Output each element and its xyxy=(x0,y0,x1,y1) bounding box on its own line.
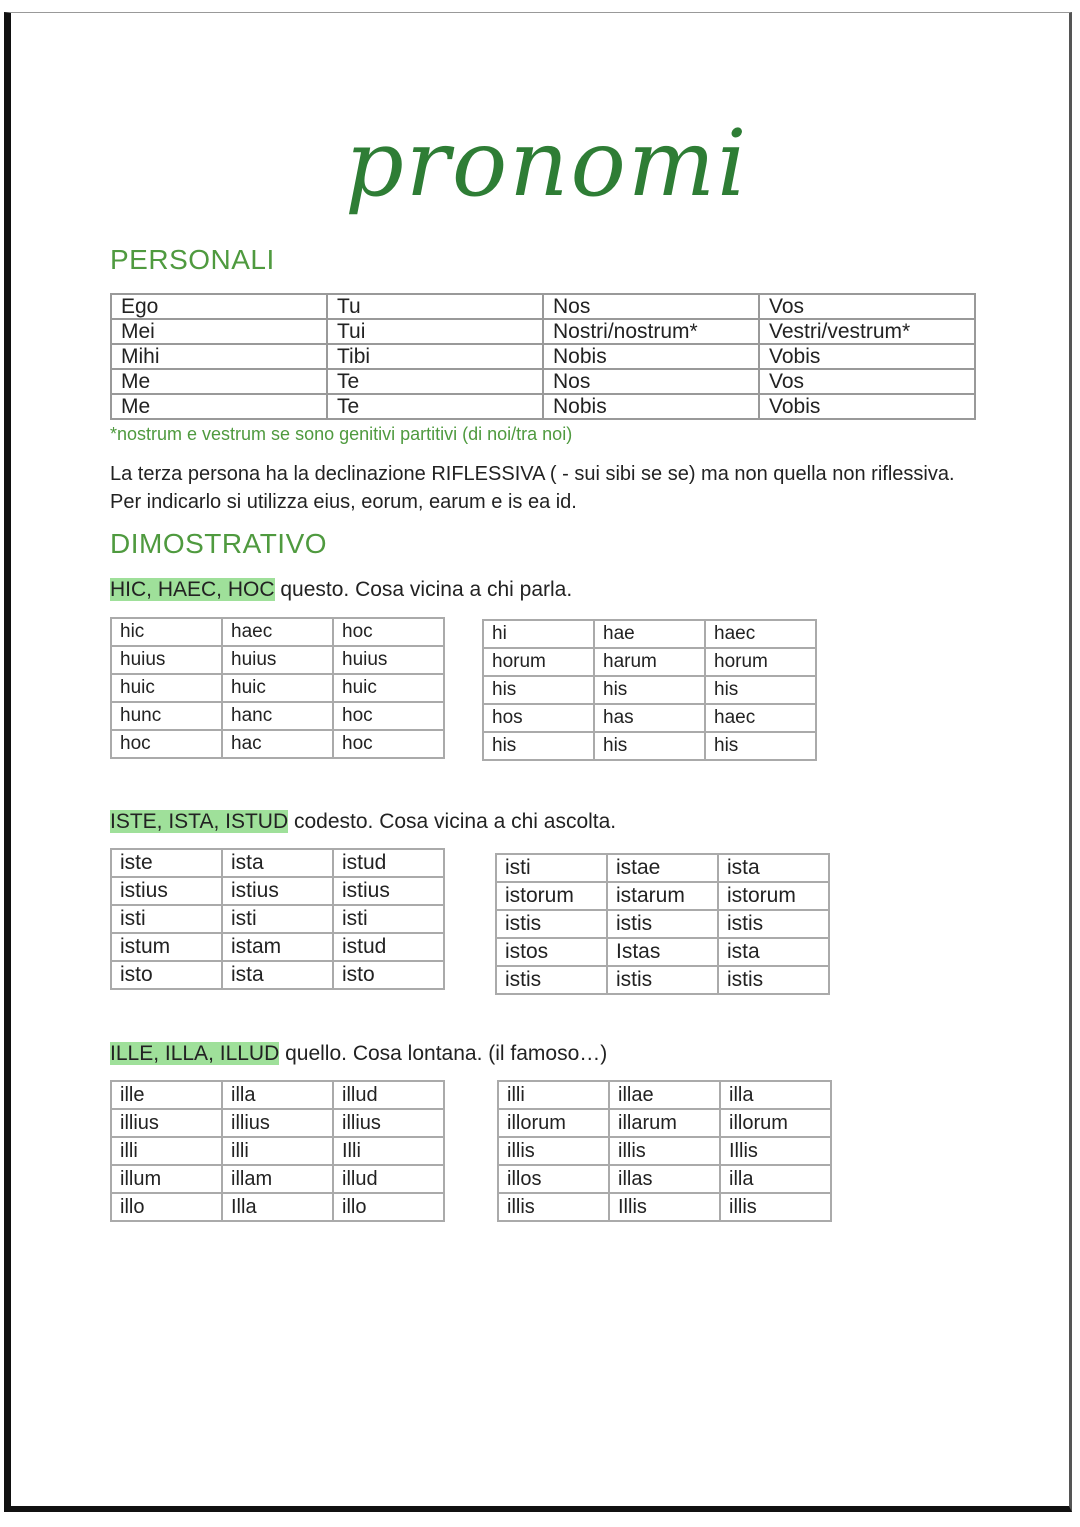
table-cell: istis xyxy=(496,966,607,994)
table-cell: ista xyxy=(718,854,829,882)
table-ille-plural xyxy=(497,1080,832,1222)
table-cell: hac xyxy=(222,730,333,758)
table-cell: isto xyxy=(111,961,222,989)
table-cell: hic xyxy=(111,618,222,646)
table-cell: Me xyxy=(111,369,327,394)
table-cell: illo xyxy=(111,1193,222,1221)
table-cell: Illis xyxy=(609,1193,720,1221)
heading-dimostrativo: DIMOSTRATIVO xyxy=(110,528,328,559)
table-row xyxy=(498,1137,831,1165)
table-row xyxy=(111,369,975,394)
table-cell: hunc xyxy=(111,702,222,730)
paragraph-third-person: La terza persona ha la declinazione RIFLESSIVA ( - sui sibi se se) ma non quella non riflessiva. Per indicarlo si utilizza eius, eorum, earum e is ea id. xyxy=(110,463,955,513)
table-cell: hos xyxy=(483,704,594,732)
table-row xyxy=(496,966,829,994)
table-cell: has xyxy=(594,704,705,732)
table-cell: illius xyxy=(333,1109,444,1137)
table-cell: Te xyxy=(327,394,543,419)
table-cell: illa xyxy=(222,1081,333,1109)
highlight-iste: ISTE, ISTA, ISTUD xyxy=(110,810,289,833)
table-cell: Mei xyxy=(111,319,327,344)
table-cell: Vos xyxy=(759,294,975,319)
table-cell: horum xyxy=(705,648,816,676)
highlight-ille: ILLE, ILLA, ILLUD xyxy=(110,1042,280,1065)
table-cell: istis xyxy=(496,910,607,938)
table-cell: illae xyxy=(609,1081,720,1109)
table-cell: illis xyxy=(498,1193,609,1221)
table-row xyxy=(111,1081,444,1109)
table-cell: Tu xyxy=(327,294,543,319)
table-cell: illas xyxy=(609,1165,720,1193)
table-cell: hoc xyxy=(111,730,222,758)
table-cell: Ego xyxy=(111,294,327,319)
table-cell: ista xyxy=(222,849,333,877)
table-row xyxy=(111,905,444,933)
table-cell: hae xyxy=(594,620,705,648)
footnote-partitive: *nostrum e vestrum se sono genitivi partitivi (di noi/tra noi) xyxy=(110,424,573,444)
table-row xyxy=(498,1109,831,1137)
table-cell: Istas xyxy=(607,938,718,966)
table-cell: hi xyxy=(483,620,594,648)
table-cell: ista xyxy=(718,938,829,966)
desc-hic: questo. Cosa vicina a chi parla. xyxy=(274,578,573,601)
table-cell: hoc xyxy=(333,702,444,730)
table-cell: huius xyxy=(222,646,333,674)
table-row xyxy=(111,294,975,319)
table-cell: huic xyxy=(333,674,444,702)
table-cell: Nos xyxy=(543,369,759,394)
table-cell: his xyxy=(705,732,816,760)
table-cell: istum xyxy=(111,933,222,961)
table-row xyxy=(111,319,975,344)
table-row xyxy=(111,646,444,674)
intro-iste xyxy=(110,810,616,834)
table-cell: his xyxy=(705,676,816,704)
table-cell: istis xyxy=(607,910,718,938)
table-cell: illorum xyxy=(720,1109,831,1137)
table-cell: his xyxy=(483,676,594,704)
table-cell: his xyxy=(594,732,705,760)
table-cell: istorum xyxy=(496,882,607,910)
table-cell: illis xyxy=(720,1193,831,1221)
table-row xyxy=(111,1165,444,1193)
table-iste-plural xyxy=(495,853,830,995)
table-cell: hoc xyxy=(333,618,444,646)
table-cell: Illa xyxy=(222,1193,333,1221)
table-row xyxy=(111,344,975,369)
table-row xyxy=(483,648,816,676)
table-cell: illius xyxy=(111,1109,222,1137)
table-cell: illam xyxy=(222,1165,333,1193)
table-cell: istam xyxy=(222,933,333,961)
table-cell: his xyxy=(483,732,594,760)
table-row xyxy=(496,910,829,938)
table-cell: Illis xyxy=(720,1137,831,1165)
table-cell: istius xyxy=(111,877,222,905)
table-row xyxy=(111,702,444,730)
table-row xyxy=(111,1109,444,1137)
table-cell: illa xyxy=(720,1081,831,1109)
table-cell: horum xyxy=(483,648,594,676)
table-cell: huius xyxy=(333,646,444,674)
table-cell: Vos xyxy=(759,369,975,394)
table-row xyxy=(498,1165,831,1193)
table-cell: illis xyxy=(609,1137,720,1165)
table-cell: istis xyxy=(607,966,718,994)
table-cell: Tibi xyxy=(327,344,543,369)
table-row xyxy=(111,1137,444,1165)
page-title: pronomi xyxy=(345,110,749,217)
table-row xyxy=(111,674,444,702)
table-row xyxy=(111,618,444,646)
table-cell: illorum xyxy=(498,1109,609,1137)
table-row xyxy=(111,1193,444,1221)
highlight-hic: HIC, HAEC, HOC xyxy=(110,578,275,601)
table-row xyxy=(483,732,816,760)
table-cell: isti xyxy=(333,905,444,933)
table-row xyxy=(496,854,829,882)
table-cell: istius xyxy=(222,877,333,905)
table-cell: istis xyxy=(718,966,829,994)
table-cell: Mihi xyxy=(111,344,327,369)
table-cell: isto xyxy=(333,961,444,989)
table-row xyxy=(498,1193,831,1221)
table-cell: Vobis xyxy=(759,394,975,419)
table-cell: ista xyxy=(222,961,333,989)
table-cell: istius xyxy=(333,877,444,905)
table-cell: istarum xyxy=(607,882,718,910)
table-cell: Nobis xyxy=(543,394,759,419)
table-cell: haec xyxy=(222,618,333,646)
table-cell: illius xyxy=(222,1109,333,1137)
table-cell: hoc xyxy=(333,730,444,758)
table-cell: isti xyxy=(496,854,607,882)
table-cell: illa xyxy=(720,1165,831,1193)
table-row xyxy=(496,882,829,910)
table-cell: Illi xyxy=(333,1137,444,1165)
table-cell: his xyxy=(594,676,705,704)
intro-hic xyxy=(110,578,572,602)
table-cell: isti xyxy=(222,905,333,933)
table-cell: haec xyxy=(705,620,816,648)
table-cell: illum xyxy=(111,1165,222,1193)
table-cell: istis xyxy=(718,910,829,938)
table-hic-singular xyxy=(110,617,445,759)
table-cell: Me xyxy=(111,394,327,419)
table-cell: huic xyxy=(111,674,222,702)
table-cell: istos xyxy=(496,938,607,966)
table-cell: isti xyxy=(111,905,222,933)
table-cell: illud xyxy=(333,1081,444,1109)
table-cell: Tui xyxy=(327,319,543,344)
table-cell: istorum xyxy=(718,882,829,910)
table-cell: haec xyxy=(705,704,816,732)
table-cell: illo xyxy=(333,1193,444,1221)
table-cell: ille xyxy=(111,1081,222,1109)
table-cell: harum xyxy=(594,648,705,676)
table-cell: illi xyxy=(498,1081,609,1109)
table-cell: Nobis xyxy=(543,344,759,369)
table-cell: Nostri/nostrum* xyxy=(543,319,759,344)
table-cell: Te xyxy=(327,369,543,394)
desc-iste: codesto. Cosa vicina a chi ascolta. xyxy=(288,810,617,833)
table-cell: huic xyxy=(222,674,333,702)
table-cell: Vestri/vestrum* xyxy=(759,319,975,344)
table-cell: illud xyxy=(333,1165,444,1193)
table-iste-singular xyxy=(110,848,445,990)
table-row xyxy=(111,961,444,989)
table-row xyxy=(483,676,816,704)
table-cell: huius xyxy=(111,646,222,674)
heading-personali: PERSONALI xyxy=(110,244,275,275)
table-cell: istud xyxy=(333,933,444,961)
table-cell: iste xyxy=(111,849,222,877)
table-row xyxy=(498,1081,831,1109)
table-ille-singular xyxy=(110,1080,445,1222)
table-row xyxy=(483,620,816,648)
table-cell: istud xyxy=(333,849,444,877)
table-row xyxy=(111,933,444,961)
table-row xyxy=(111,394,975,419)
table-cell: illis xyxy=(498,1137,609,1165)
table-row xyxy=(496,938,829,966)
table-hic-plural xyxy=(482,619,817,761)
table-cell: Nos xyxy=(543,294,759,319)
table-cell: illos xyxy=(498,1165,609,1193)
table-row xyxy=(111,849,444,877)
table-row xyxy=(111,877,444,905)
table-row xyxy=(483,704,816,732)
intro-ille xyxy=(110,1042,607,1066)
desc-ille: quello. Cosa lontana. (il famoso…) xyxy=(279,1042,608,1065)
table-row xyxy=(111,730,444,758)
table-cell: istae xyxy=(607,854,718,882)
table-cell: illarum xyxy=(609,1109,720,1137)
table-cell: illi xyxy=(111,1137,222,1165)
table-cell: hanc xyxy=(222,702,333,730)
table-personali xyxy=(110,293,976,420)
table-cell: illi xyxy=(222,1137,333,1165)
table-cell: Vobis xyxy=(759,344,975,369)
